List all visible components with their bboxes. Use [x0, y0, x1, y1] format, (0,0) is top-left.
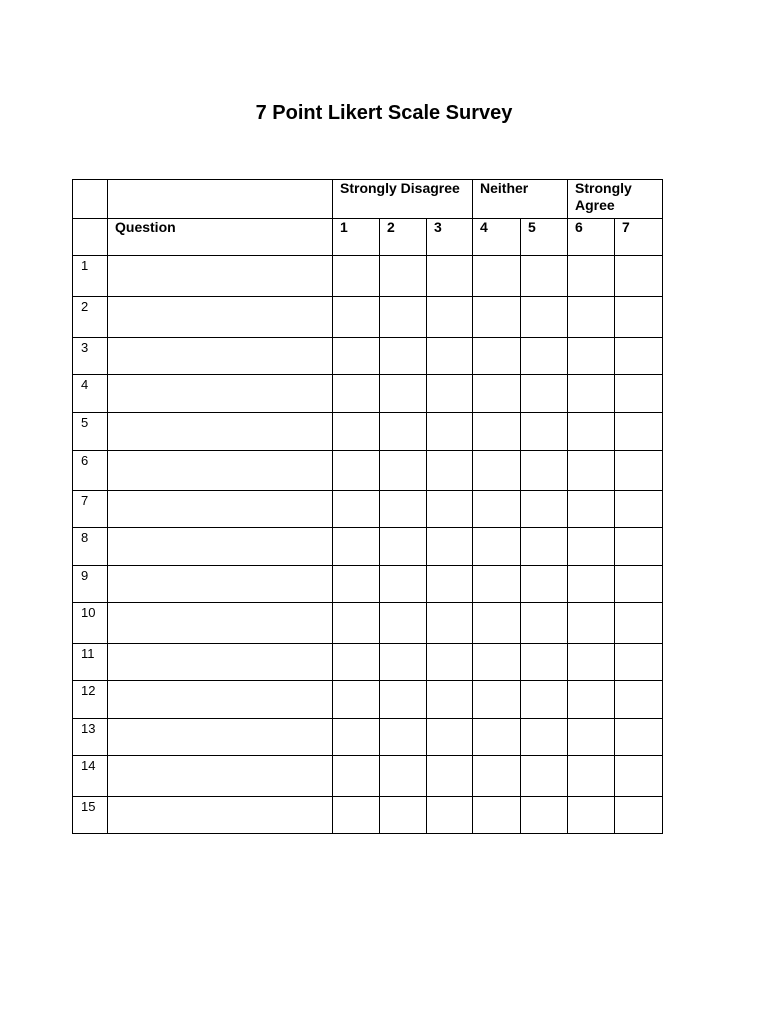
- rating-cell-2[interactable]: [380, 681, 427, 719]
- rating-cell-6[interactable]: [568, 338, 615, 375]
- rating-cell-1[interactable]: [333, 603, 380, 644]
- rating-cell-2[interactable]: [380, 528, 427, 566]
- rating-cell-3[interactable]: [427, 413, 473, 451]
- rating-cell-6[interactable]: [568, 756, 615, 797]
- rating-cell-3[interactable]: [427, 603, 473, 644]
- question-text-cell[interactable]: [108, 566, 333, 603]
- rating-cell-3[interactable]: [427, 297, 473, 338]
- scale-point-7: 7: [615, 219, 663, 256]
- rating-cell-4[interactable]: [473, 756, 521, 797]
- rating-cell-2[interactable]: [380, 756, 427, 797]
- rating-cell-7[interactable]: [615, 756, 663, 797]
- rating-cell-4[interactable]: [473, 297, 521, 338]
- question-text-cell[interactable]: [108, 256, 333, 297]
- rating-cell-7[interactable]: [615, 681, 663, 719]
- rating-cell-7[interactable]: [615, 491, 663, 528]
- rating-cell-4[interactable]: [473, 681, 521, 719]
- table-row: [73, 256, 663, 297]
- rating-cell-2[interactable]: [380, 603, 427, 644]
- table-row: [73, 451, 663, 491]
- rating-cell-6[interactable]: [568, 644, 615, 681]
- rating-cell-6[interactable]: [568, 603, 615, 644]
- rating-cell-6[interactable]: [568, 491, 615, 528]
- blank-corner-cell: [73, 180, 108, 219]
- strongly-disagree-header: [333, 180, 473, 219]
- rating-cell-6[interactable]: [568, 375, 615, 413]
- scale-point-1: 1: [333, 219, 380, 256]
- rating-cell-4[interactable]: [473, 603, 521, 644]
- document-title: 7 Point Likert Scale Survey: [255, 102, 513, 124]
- scale-point-2: 2: [380, 219, 427, 256]
- table-row: [73, 719, 663, 756]
- blank-number-header-cell: [73, 219, 108, 256]
- question-number: 15: [73, 797, 108, 834]
- question-number: 9: [73, 566, 108, 603]
- question-number: 6: [73, 451, 108, 491]
- question-text-cell[interactable]: [108, 603, 333, 644]
- question-text-cell[interactable]: [108, 756, 333, 797]
- question-text-cell[interactable]: [108, 297, 333, 338]
- question-text-cell[interactable]: [108, 681, 333, 719]
- rating-cell-5[interactable]: [521, 603, 568, 644]
- table-row: [73, 338, 663, 375]
- rating-cell-1[interactable]: [333, 756, 380, 797]
- rating-cell-3[interactable]: [427, 338, 473, 375]
- rating-cell-7[interactable]: [615, 797, 663, 834]
- question-number: 12: [73, 681, 108, 719]
- rating-cell-3[interactable]: [427, 256, 473, 297]
- rating-cell-7[interactable]: [615, 644, 663, 681]
- group-header-row: [73, 180, 663, 219]
- table-row: [73, 528, 663, 566]
- rating-cell-6[interactable]: [568, 797, 615, 834]
- rating-cell-3[interactable]: [427, 566, 473, 603]
- question-text-cell[interactable]: [108, 491, 333, 528]
- question-number: 2: [73, 297, 108, 338]
- strongly-agree-label: Strongly Agree: [575, 180, 632, 213]
- rating-cell-1[interactable]: [333, 528, 380, 566]
- question-text-cell[interactable]: [108, 451, 333, 491]
- rating-cell-4[interactable]: [473, 528, 521, 566]
- rating-cell-1[interactable]: [333, 797, 380, 834]
- rating-cell-7[interactable]: [615, 256, 663, 297]
- rating-cell-4[interactable]: [473, 491, 521, 528]
- strongly-agree-header: [568, 180, 663, 219]
- neither-label: Neither: [480, 180, 529, 196]
- table-row: [73, 681, 663, 719]
- question-text-cell[interactable]: [108, 528, 333, 566]
- question-number: 11: [73, 644, 108, 681]
- question-number: 5: [73, 413, 108, 451]
- table-row: [73, 413, 663, 451]
- scale-point-4: 4: [473, 219, 521, 256]
- rating-cell-5[interactable]: [521, 644, 568, 681]
- rating-cell-4[interactable]: [473, 644, 521, 681]
- survey-rows: [73, 256, 663, 834]
- rating-cell-5[interactable]: [521, 338, 568, 375]
- question-number: 8: [73, 528, 108, 566]
- rating-cell-1[interactable]: [333, 451, 380, 491]
- rating-cell-3[interactable]: [427, 528, 473, 566]
- question-text-cell[interactable]: [108, 644, 333, 681]
- strongly-disagree-label: Strongly Disagree: [340, 180, 460, 196]
- table-row: [73, 491, 663, 528]
- scale-point-6: 6: [568, 219, 615, 256]
- rating-cell-5[interactable]: [521, 297, 568, 338]
- rating-cell-1[interactable]: [333, 681, 380, 719]
- rating-cell-4[interactable]: [473, 413, 521, 451]
- scale-header-row: [73, 219, 663, 256]
- rating-cell-1[interactable]: [333, 644, 380, 681]
- question-column-header: Question: [108, 219, 333, 256]
- rating-cell-1[interactable]: [333, 719, 380, 756]
- rating-cell-5[interactable]: [521, 451, 568, 491]
- rating-cell-7[interactable]: [615, 297, 663, 338]
- rating-cell-7[interactable]: [615, 719, 663, 756]
- table-row: [73, 797, 663, 834]
- rating-cell-4[interactable]: [473, 256, 521, 297]
- rating-cell-2[interactable]: [380, 256, 427, 297]
- rating-cell-5[interactable]: [521, 413, 568, 451]
- question-number: 1: [73, 256, 108, 297]
- rating-cell-5[interactable]: [521, 528, 568, 566]
- rating-cell-1[interactable]: [333, 566, 380, 603]
- rating-cell-6[interactable]: [568, 413, 615, 451]
- rating-cell-6[interactable]: [568, 566, 615, 603]
- rating-cell-6[interactable]: [568, 451, 615, 491]
- blank-question-header-cell: [108, 180, 333, 219]
- rating-cell-5[interactable]: [521, 375, 568, 413]
- rating-cell-7[interactable]: [615, 338, 663, 375]
- rating-cell-4[interactable]: [473, 338, 521, 375]
- rating-cell-3[interactable]: [427, 756, 473, 797]
- rating-cell-7[interactable]: [615, 528, 663, 566]
- table-row: [73, 375, 663, 413]
- rating-cell-2[interactable]: [380, 451, 427, 491]
- rating-cell-6[interactable]: [568, 719, 615, 756]
- rating-cell-3[interactable]: [427, 644, 473, 681]
- likert-survey-table: [72, 179, 663, 834]
- rating-cell-3[interactable]: [427, 797, 473, 834]
- rating-cell-4[interactable]: [473, 375, 521, 413]
- rating-cell-7[interactable]: [615, 375, 663, 413]
- table-row: [73, 756, 663, 797]
- rating-cell-7[interactable]: [615, 603, 663, 644]
- rating-cell-2[interactable]: [380, 797, 427, 834]
- rating-cell-6[interactable]: [568, 681, 615, 719]
- rating-cell-4[interactable]: [473, 566, 521, 603]
- rating-cell-1[interactable]: [333, 491, 380, 528]
- rating-cell-1[interactable]: [333, 256, 380, 297]
- rating-cell-3[interactable]: [427, 491, 473, 528]
- question-text-cell[interactable]: [108, 413, 333, 451]
- rating-cell-4[interactable]: [473, 797, 521, 834]
- rating-cell-5[interactable]: [521, 256, 568, 297]
- rating-cell-5[interactable]: [521, 491, 568, 528]
- question-number: 13: [73, 719, 108, 756]
- question-text-cell[interactable]: [108, 797, 333, 834]
- rating-cell-3[interactable]: [427, 719, 473, 756]
- rating-cell-1[interactable]: [333, 375, 380, 413]
- rating-cell-2[interactable]: [380, 297, 427, 338]
- rating-cell-5[interactable]: [521, 797, 568, 834]
- rating-cell-6[interactable]: [568, 256, 615, 297]
- question-text-cell[interactable]: [108, 375, 333, 413]
- rating-cell-1[interactable]: [333, 297, 380, 338]
- rating-cell-7[interactable]: [615, 413, 663, 451]
- rating-cell-5[interactable]: [521, 719, 568, 756]
- question-number: 4: [73, 375, 108, 413]
- question-number: 14: [73, 756, 108, 797]
- rating-cell-3[interactable]: [427, 681, 473, 719]
- rating-cell-5[interactable]: [521, 681, 568, 719]
- rating-cell-6[interactable]: [568, 297, 615, 338]
- rating-cell-2[interactable]: [380, 413, 427, 451]
- scale-point-3: 3: [427, 219, 473, 256]
- rating-cell-5[interactable]: [521, 756, 568, 797]
- rating-cell-2[interactable]: [380, 719, 427, 756]
- table-row: [73, 644, 663, 681]
- scale-point-5: 5: [521, 219, 568, 256]
- rating-cell-6[interactable]: [568, 528, 615, 566]
- rating-cell-2[interactable]: [380, 338, 427, 375]
- question-text-cell[interactable]: [108, 719, 333, 756]
- rating-cell-5[interactable]: [521, 566, 568, 603]
- rating-cell-2[interactable]: [380, 375, 427, 413]
- rating-cell-2[interactable]: [380, 491, 427, 528]
- table-row: [73, 566, 663, 603]
- rating-cell-1[interactable]: [333, 413, 380, 451]
- rating-cell-3[interactable]: [427, 451, 473, 491]
- rating-cell-3[interactable]: [427, 375, 473, 413]
- question-number: 7: [73, 491, 108, 528]
- question-number: 3: [73, 338, 108, 375]
- table-row: [73, 603, 663, 644]
- rating-cell-2[interactable]: [380, 644, 427, 681]
- question-text-cell[interactable]: [108, 338, 333, 375]
- neither-header: [473, 180, 568, 219]
- rating-cell-2[interactable]: [380, 566, 427, 603]
- rating-cell-4[interactable]: [473, 451, 521, 491]
- rating-cell-7[interactable]: [615, 451, 663, 491]
- table-row: [73, 297, 663, 338]
- question-number: 10: [73, 603, 108, 644]
- rating-cell-7[interactable]: [615, 566, 663, 603]
- rating-cell-4[interactable]: [473, 719, 521, 756]
- rating-cell-1[interactable]: [333, 338, 380, 375]
